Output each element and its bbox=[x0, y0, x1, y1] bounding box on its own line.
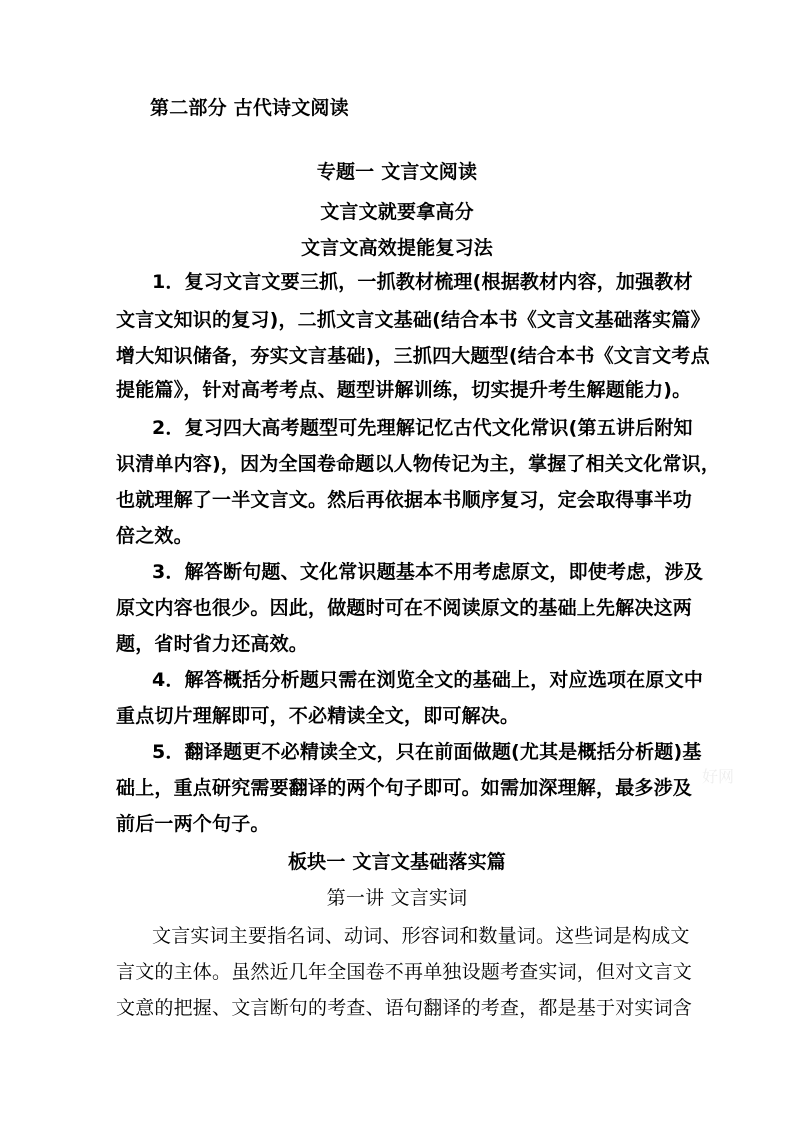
part-title: 第二部分 古代诗文阅读 bbox=[150, 97, 349, 119]
item-3-line-2: 原文内容也很少。因此，做题时可在不阅读原文的基础上先解决这两 bbox=[116, 597, 693, 619]
block-title: 板块一 文言文基础落实篇 bbox=[287, 851, 506, 873]
item-2-line-4: 倍之效。 bbox=[116, 525, 193, 547]
lecture-title: 第一讲 文言实词 bbox=[326, 887, 468, 909]
item-5-line-3: 前后一两个句子。 bbox=[116, 813, 270, 835]
item-3-line-1: 3．解答断句题、文化常识题基本不用考虑原文，即使考虑，涉及 bbox=[152, 561, 704, 583]
item-2-line-2: 识清单内容)，因为全国卷命题以人物传记为主，掌握了相关文化常识， bbox=[116, 453, 721, 475]
item-3-line-3: 题，省时省力还高效。 bbox=[116, 633, 309, 655]
item-1-line-1: 1．复习文言文要三抓，一抓教材梳理(根据教材内容，加强教材 bbox=[152, 271, 693, 293]
watermark: 好网 bbox=[702, 767, 735, 786]
intro-line-3: 文意的把握、文言断句的考查、语句翻译的考查，都是基于对实词含 bbox=[116, 997, 693, 1019]
method-heading: 文言文高效提能复习法 bbox=[300, 237, 493, 259]
item-2-line-3: 也就理解了一半文言文。然后再依据本书顺序复习，定会取得事半功 bbox=[116, 489, 693, 511]
intro-line-1: 文言实词主要指名词、动词、形容词和数量词。这些词是构成文 bbox=[152, 925, 690, 947]
item-1-line-2: 文言文知识的复习)，二抓文言文基础(结合本书《文言文基础落实篇》 bbox=[116, 309, 710, 331]
item-5-line-2: 础上，重点研究需要翻译的两个句子即可。如需加深理解，最多涉及 bbox=[116, 777, 693, 799]
item-4-line-2: 重点切片理解即可，不必精读全文，即可解决。 bbox=[116, 705, 520, 727]
item-1-line-3: 增大知识储备，夯实文言基础)，三抓四大题型(结合本书《文言文考点 bbox=[116, 345, 710, 367]
slogan-heading: 文言文就要拿高分 bbox=[320, 201, 474, 223]
item-2-line-1: 2．复习四大高考题型可先理解记忆古代文化常识(第五讲后附知 bbox=[152, 417, 693, 439]
intro-line-2: 言文的主体。虽然近几年全国卷不再单独设题考查实词，但对文言文 bbox=[116, 961, 693, 983]
item-1-line-4: 提能篇》，针对高考考点、题型讲解训练，切实提升考生解题能力)。 bbox=[116, 379, 692, 401]
topic-title: 专题一 文言文阅读 bbox=[316, 161, 478, 183]
item-4-line-1: 4．解答概括分析题只需在浏览全文的基础上，对应选项在原文中 bbox=[152, 669, 704, 691]
item-5-line-1: 5．翻译题更不必精读全文，只在前面做题(尤其是概括分析题)基 bbox=[152, 741, 702, 763]
